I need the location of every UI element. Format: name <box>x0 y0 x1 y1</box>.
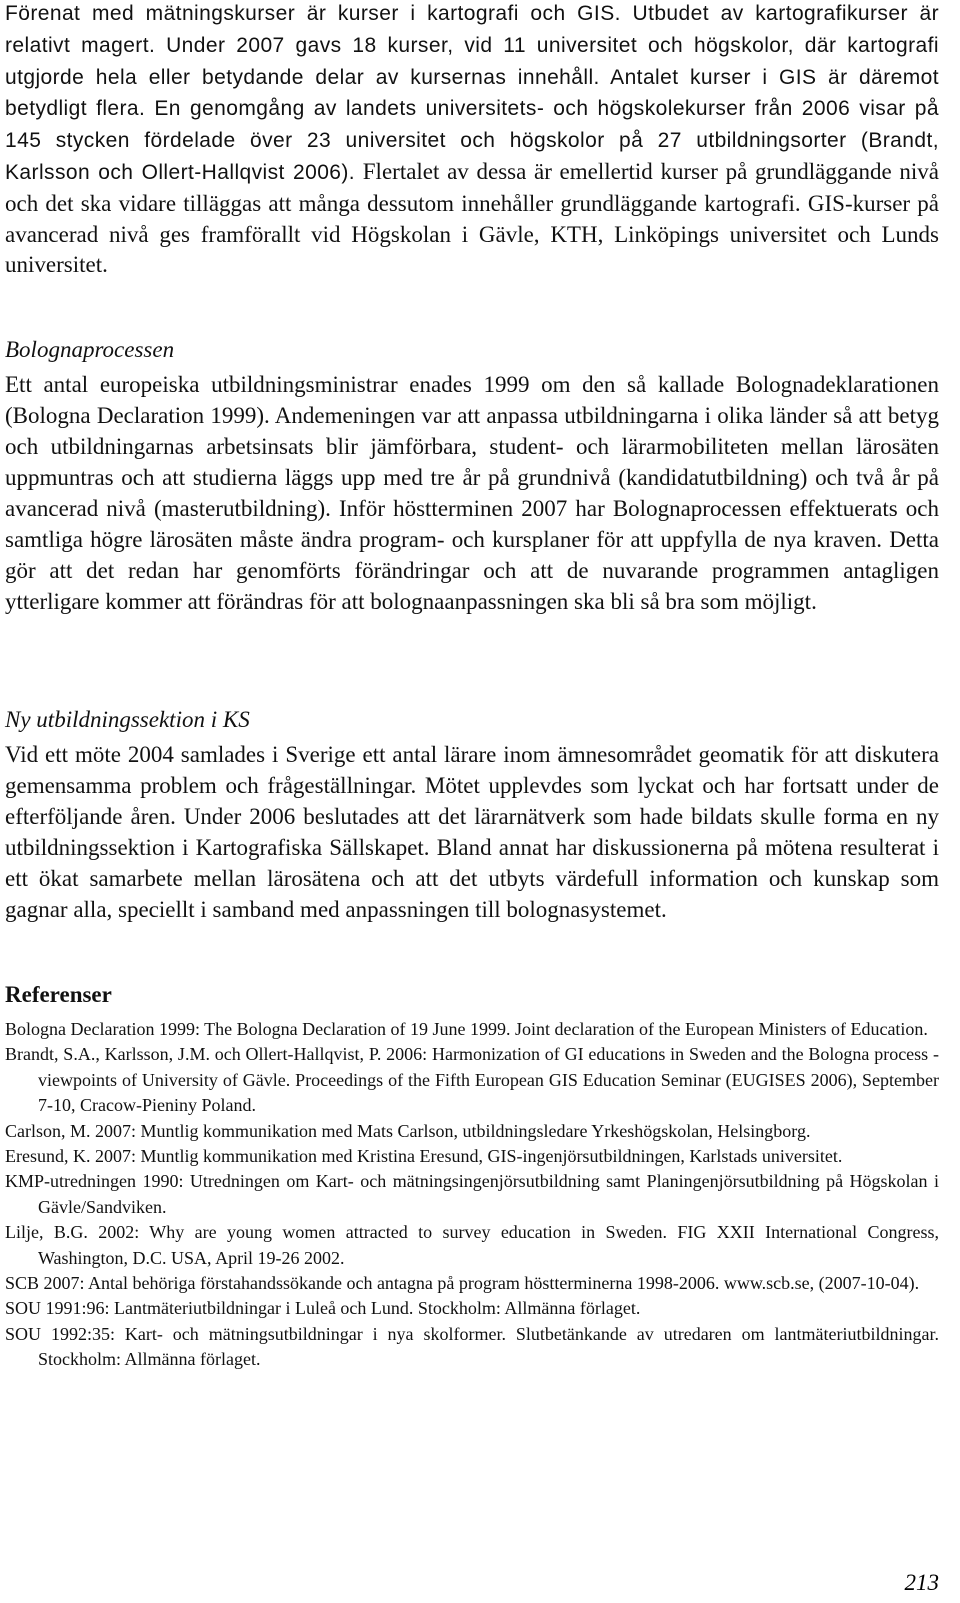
section-heading: Ny utbildningssektion i KS <box>5 707 250 732</box>
reference-item: Eresund, K. 2007: Muntlig kommunikation med Kristina Eresund, GIS-ingenjörsutbildningen, Karlstads universitet. <box>5 1146 843 1167</box>
reference-item: SOU 1992:35: Kart- och mätningsutbildningar i nya skolformer. Slutbetänkande av utredaren om lantmäteriutbildningar. Stockholm: Allmänna förlaget. <box>5 1323 939 1370</box>
references-heading: Referenser <box>5 982 112 1007</box>
section-paragraph: Vid ett möte 2004 samlades i Sverige ett antal lärare inom ämnesområdet geomatik för att diskutera gemensamma problem och frågeställningar. Mötet upplevdes som lyckat och har fortsatt under de efterföljande åren. Under 2006 beslutades att det lärarnätverk som hade bildats skulle forma en ny utbildningssektion i Kartografiska Sällskapet. Bland annat har diskussionerna på mötena resulterat i ett ökat samarbete mellan lärosätena och att det utbyts värdefull information och kunskap som gagnar alla, speciellt i samband med anpassningen till bolognasystemet. <box>5 742 939 922</box>
intro-text-serif: Flertalet av dessa är emellertid kurser på grundläggande nivå och det ska vidare tilläggas att många dessutom innehåller grundläggande kartografi. GIS-kurser på avancerad nivå ges framförallt vid Högskolan i Gävle, KTH, Linköpings universitet och Lunds universitet. <box>5 158 940 278</box>
reference-item: Lilje, B.G. 2002: Why are young women attracted to survey education in Sweden. FIG XXII International Congress, Washington, D.C. USA, April 19-26 2002. <box>5 1222 939 1268</box>
intro-text-sans: Förenat med mätningskurser är kurser i kartografi och GIS. Utbudet av kartografikurser är relativt magert. Under 2007 gavs 18 kurser, vid 11 universitet och högskolor, där kartografi utgjorde hela eller betydande delar av kursernas innehåll. Antalet kurser i GIS är däremot betydligt flera. En genomgång av landets universitets- och högskolekurser från 2006 visar på 145 stycken fördelade över 23 universitet och högskolor på 27 utbildningsorter (Brandt, Karlsson och Ollert-Hallqvist 2006). <box>5 2 939 184</box>
bologna-paragraph: Ett antal europeiska utbildningsministrar enades 1999 om den så kallade Bolognadeklarationen (Bologna Declaration 1999). Andemeningen var att anpassa utbildningarna i olika länder så att betyg och utbildningarnas arbetsinsats blir jämförbara, student- och lärarmobiliteten mellan lärosäten uppmuntras och att studierna läggs upp med tre år på grundnivå (kandidatutbildning) och två år på avancerad nivå (masterutbildning). Inför höstterminen 2007 har Bolognaprocessen effektuerats och samtliga högre lärosäten måste ändra program- och kursplaner för att uppfylla de nya kraven. Detta gör att det redan har genomförts förändringar och att de nuvarande programmen antagligen ytterligare kommer att förändras för att bolognaanpassningen ska bli så bra som möjligt. <box>5 372 939 614</box>
reference-item: Carlson, M. 2007: Muntlig kommunikation med Mats Carlson, utbildningsledare Yrkeshögskolan, Helsingborg. <box>5 1120 811 1141</box>
reference-item: SCB 2007: Antal behöriga förstahandssökande och antagna på program höstterminerna 1998-2006. www.scb.se, (2007-10-04). <box>5 1273 920 1294</box>
reference-item: Brandt, S.A., Karlsson, J.M. och Ollert-Hallqvist, P. 2006: Harmonization of GI educations in Sweden and the Bologna process - viewpoints of University of Gävle. Proceedings of the Fifth European GIS Education Seminar (EUGISES 2006), September 7-10, Cracow-Pieniny Poland. <box>5 1044 939 1116</box>
page-number: 213 <box>904 1570 939 1595</box>
bologna-heading: Bolognaprocessen <box>5 337 175 362</box>
reference-item: Bologna Declaration 1999: The Bologna Declaration of 19 June 1999. Joint declaration of the European Ministers of Education. <box>5 1019 928 1039</box>
reference-item: KMP-utredningen 1990: Utredningen om Kart- och mätningsingenjörsutbildning samt Planingenjörsutbildning på Högskolan i Gävle/Sandviken. <box>5 1171 939 1217</box>
reference-item: SOU 1991:96: Lantmäteriutbildningar i Luleå och Lund. Stockholm: Allmänna förlaget. <box>5 1298 641 1319</box>
intro-paragraph <box>5 0 939 281</box>
references-list <box>5 1017 939 1373</box>
